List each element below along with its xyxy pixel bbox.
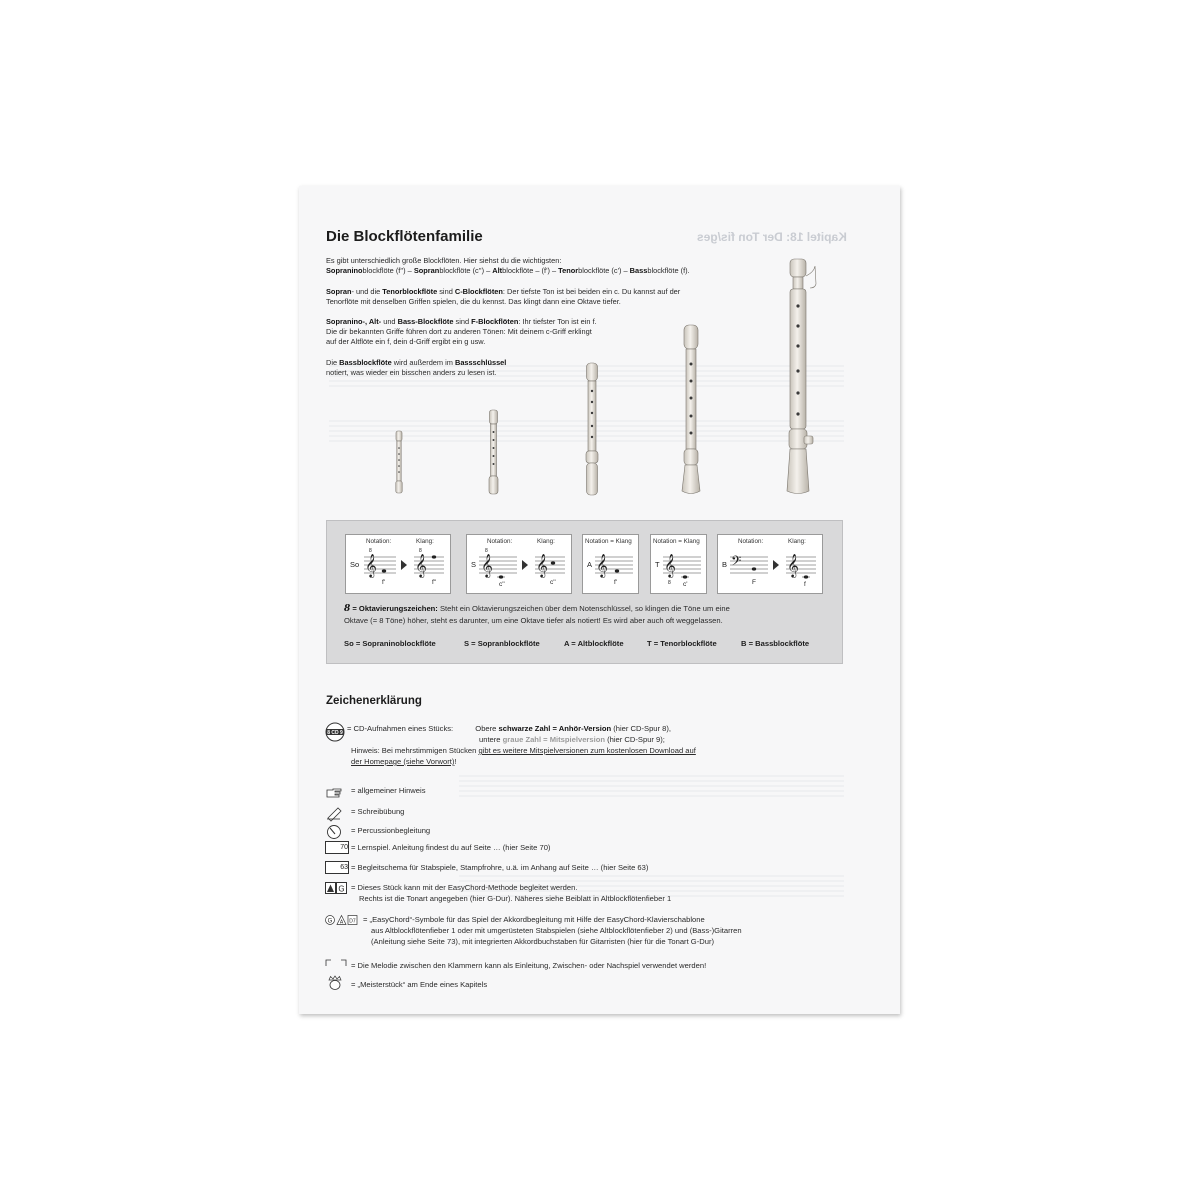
instrument-letter: A — [587, 560, 593, 569]
svg-text:𝄢: 𝄢 — [731, 553, 742, 572]
svg-text:𝄞: 𝄞 — [664, 553, 676, 577]
notation-box-soprano: Notation: Klang: S 𝄞 𝄞 8 c'' c'' — [466, 534, 572, 594]
instrument-letter: S — [471, 560, 477, 569]
bass-recorder — [787, 259, 816, 494]
svg-text:𝄞: 𝄞 — [536, 553, 548, 577]
svg-text:A: A — [339, 919, 344, 926]
key-easychord: = Dieses Stück kann mit der EasyChord-Methode begleitet werden. Rechts ist die Tonart angegeben (hier G-Dur). Näheres siehe Beiblatt in Altblockflötenfieber 1 — [351, 883, 672, 903]
instrument-letter: T — [655, 560, 660, 569]
legend-bass: B = Bassblockflöte — [741, 639, 810, 648]
svg-text:G: G — [327, 918, 333, 925]
svg-text:G: G — [338, 884, 345, 894]
svg-text:8 CD 9: 8 CD 9 — [327, 730, 343, 736]
easychord-symbol-icons — [325, 914, 359, 928]
legend-sopranino: So = Sopraninoblockflöte — [344, 639, 436, 648]
masterpiece-icon — [325, 975, 345, 989]
notation-panel — [326, 520, 843, 664]
svg-text:𝄞: 𝄞 — [787, 553, 799, 577]
key-title: Zeichenerklärung — [326, 695, 422, 707]
recorder-illustrations — [299, 186, 900, 516]
instrument-letter: So — [350, 560, 360, 569]
key-hint: = allgemeiner Hinweis — [351, 786, 426, 795]
svg-text:𝄞: 𝄞 — [596, 553, 608, 577]
key-game: = Lernspiel. Anleitung findest du auf Seite … (hier Seite 70) — [351, 843, 551, 852]
key-cd: = CD-Aufnahmen eines Stücks: Obere schwarze Zahl = Anhör-Version (hier CD-Spur 8), untere graue Zahl = Mitspielversion (hier CD-Spur 9); Hinweis: Bei mehrstimmigen Stücken gibt es weitere Mitspielversionen zum kostenlosen Download auf der Homepage (siehe Vorwort)! — [347, 724, 696, 766]
key-accompaniment: = Begleitschema für Stabspiele, Stampfrohre, u.ä. im Anhang auf Seite … (hier Seite 63) — [351, 863, 649, 872]
notation-box-bass: Notation: Klang: B 𝄢 𝄞 F f — [717, 534, 823, 594]
cd-icon — [325, 722, 347, 742]
svg-text:𝄞: 𝄞 — [481, 553, 493, 577]
accompaniment-page-icon: 63 — [325, 861, 349, 874]
svg-text:8: 8 — [419, 548, 422, 554]
key-percussion: = Percussionbegleitung — [351, 826, 431, 835]
book-page — [299, 186, 900, 1014]
legend-tenor: T = Tenorblockflöte — [647, 639, 717, 648]
bracket-icon — [325, 958, 347, 972]
key-masterpiece: = „Meisterstück“ am Ende eines Kapitels — [351, 980, 488, 989]
notation-box-sopranino: Notation: Klang: So 𝄞 𝄞 8 8 f' f'' — [345, 534, 451, 594]
notation-box-tenor: Notation = Klang T 𝄞 8 c' — [650, 534, 707, 594]
svg-text:8: 8 — [668, 580, 671, 586]
svg-text:D7: D7 — [349, 918, 356, 925]
page-title: Die Blockflötenfamilie — [326, 228, 483, 245]
intro-line-2: Sopraninoblockflöte (f'') – Sopranblockflöte (c'') – Altblockflöte – (f') – Tenorblockflöte (c') – Bassblockflöte (f). — [326, 266, 690, 275]
soprano-recorder — [489, 410, 498, 494]
key-easychord-symbols: = „EasyChord“-Symbole für das Spiel der Akkordbegleitung mit Hilfe der EasyChord-Klavierschablone aus Altblockflötenfieber 1 oder mit umgerüsteten Stabspielen (siehe Altblockflötenfieber 2) und (Bass-)Gitarren (Anleitung siehe Seite 73), mit integrierten Akkordbuchstaben für Gitarristen (hier für die Tonart G-Dur) — [363, 915, 742, 946]
key-bracket: = Die Melodie zwischen den Klammern kann als Einleitung, Zwischen- oder Nachspiel verwendet werden! — [351, 961, 707, 970]
svg-text:8: 8 — [369, 548, 372, 554]
notation-box-alto: Notation = Klang A 𝄞 f' — [582, 534, 639, 594]
easychord-icon — [325, 882, 347, 896]
game-page-icon: 70 — [325, 841, 349, 854]
key-write: = Schreibübung — [351, 807, 405, 816]
sopranino-recorder — [396, 431, 402, 493]
c-recorders-paragraph: Sopran- und die Tenorblockflöte sind C-Blockflöten: Der tiefste Ton ist bei beiden ein c. Du kannst auf der Tenorflöte mit denselben Griffen spielen, die du kennst. Das klingt dann eine Oktave tiefer. — [326, 287, 681, 306]
instrument-letter: B — [722, 560, 728, 569]
alto-recorder — [586, 363, 598, 495]
f-recorders-paragraph: Sopranino-, Alt- und Bass-Blockflöte sind F-Blockflöten: Ihr tiefster Ton ist ein f. Die dir bekannten Griffe führen dort zu anderen Tönen: Mit deinem c-Griff erklingt auf der Altflöte ein f, dein d-Griff ergibt ein g usw. — [326, 317, 597, 346]
percussion-icon — [325, 824, 345, 838]
pointing-hand-icon — [325, 786, 345, 800]
svg-text:𝄞: 𝄞 — [415, 553, 427, 577]
intro-line-1: Es gibt unterschiedlich große Blockflöten. Hier siehst du die wichtigsten: — [326, 256, 562, 265]
octave-sign-explanation: 8 = Oktavierungszeichen: Steht ein Oktavierungszeichen über dem Notenschlüssel, so klingen die Töne um eine Oktave (= 8 Töne) höher, steht es darunter, um eine Oktave tiefer als notiert! Es wird aber auch oft weggelassen. — [344, 604, 730, 625]
tenor-recorder — [682, 325, 700, 494]
svg-text:8: 8 — [485, 548, 488, 554]
legend-soprano: S = Sopranblockflöte — [464, 639, 540, 648]
legend-alto: A = Altblockflöte — [564, 639, 624, 648]
svg-text:𝄞: 𝄞 — [365, 553, 377, 577]
pencil-icon — [325, 806, 345, 820]
bleed-through-header: Kapitel 18: Der Ton fis/ges — [697, 230, 847, 244]
bass-recorder-paragraph: Die Bassblockflöte wird außerdem im Bassschlüssel notiert, was wieder ein bisschen anders zu lesen ist. — [326, 358, 507, 377]
